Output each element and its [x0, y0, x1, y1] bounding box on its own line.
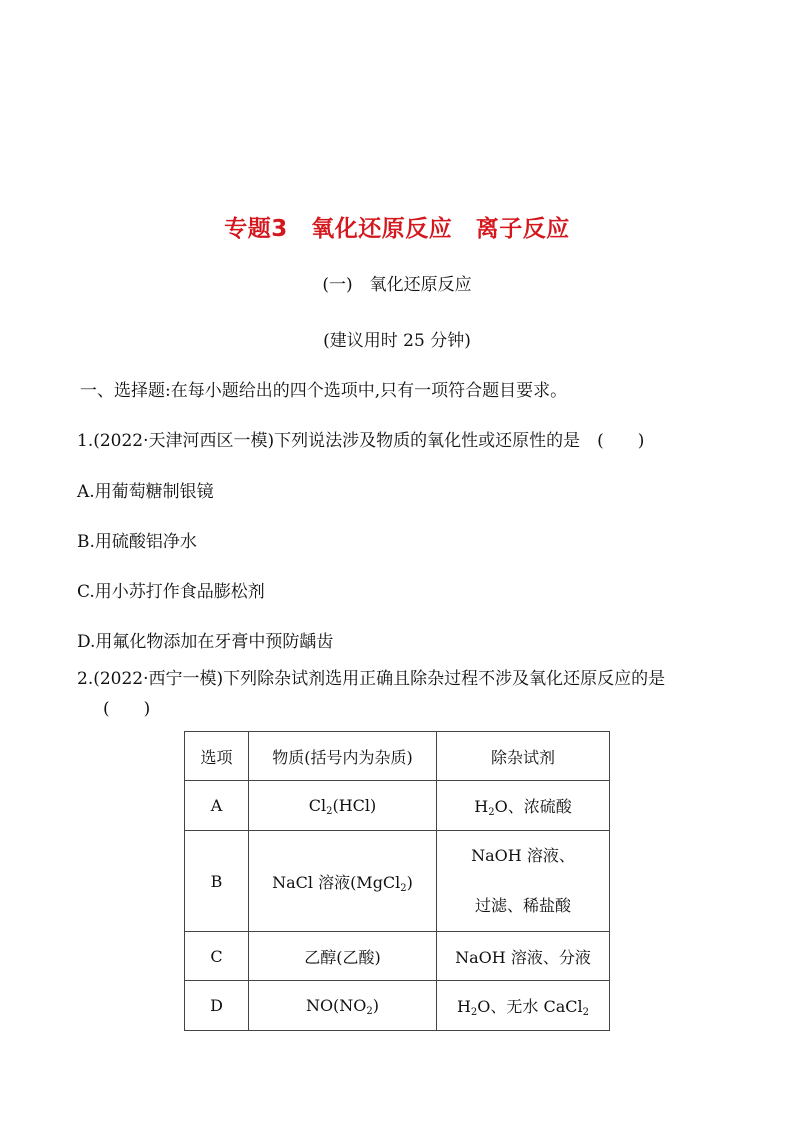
- row-reagent: $H_2O$、浓硫酸: [437, 781, 610, 831]
- table-header-row: [185, 732, 610, 781]
- q1-option-b: B.用硫酸铝净水: [77, 532, 197, 552]
- row-option: C: [185, 932, 249, 981]
- header-substance: 物质(括号内为杂质): [249, 732, 437, 781]
- question-2-stem: 2.(2022·西宁一模)下列除杂试剂选用正确且除杂过程不涉及氧化还原反应的是: [77, 669, 666, 689]
- table-row: [185, 932, 610, 981]
- reagent-table: [184, 731, 610, 1031]
- table-row: [185, 981, 610, 1031]
- table-row: [185, 781, 610, 831]
- q1-option-d: D.用氟化物添加在牙膏中预防龋齿: [77, 632, 334, 652]
- row-option: D: [185, 981, 249, 1031]
- header-option: 选项: [185, 732, 249, 781]
- row-substance: 乙醇(乙酸): [249, 932, 437, 981]
- section-subtitle: (一) 氧化还原反应: [322, 275, 472, 295]
- suggested-time: (建议用时 25 分钟): [323, 331, 471, 351]
- header-reagent: 除杂试剂: [437, 732, 610, 781]
- row-option: B: [185, 831, 249, 932]
- row-substance: $Cl_2(HCl)$: [249, 781, 437, 831]
- row-reagent: $H_2O$、无水 CaCl$_2$: [437, 981, 610, 1031]
- row-reagent: [437, 831, 610, 932]
- row-substance: NaCl 溶液(MgCl$_2$): [249, 831, 437, 932]
- table-row: [185, 831, 610, 932]
- reagent-line: 过滤、稀盐酸: [474, 896, 571, 915]
- row-option: A: [185, 781, 249, 831]
- reagent-line: NaOH 溶液、: [471, 846, 575, 865]
- q1-option-c: C.用小苏打作食品膨松剂: [77, 582, 265, 602]
- page-title: 专题3 氧化还原反应 离子反应: [224, 216, 570, 242]
- question-2-answer-blank: ( ): [103, 699, 151, 719]
- q1-option-a: A.用葡萄糖制银镜: [77, 482, 214, 502]
- row-substance: $NO(NO_2)$: [249, 981, 437, 1031]
- row-reagent: NaOH 溶液、分液: [437, 932, 610, 981]
- question-1-stem: 1.(2022·天津河西区一模)下列说法涉及物质的氧化性或还原性的是 ( ): [77, 431, 645, 451]
- section-instruction: 一、选择题:在每小题给出的四个选项中,只有一项符合题目要求。: [80, 381, 568, 401]
